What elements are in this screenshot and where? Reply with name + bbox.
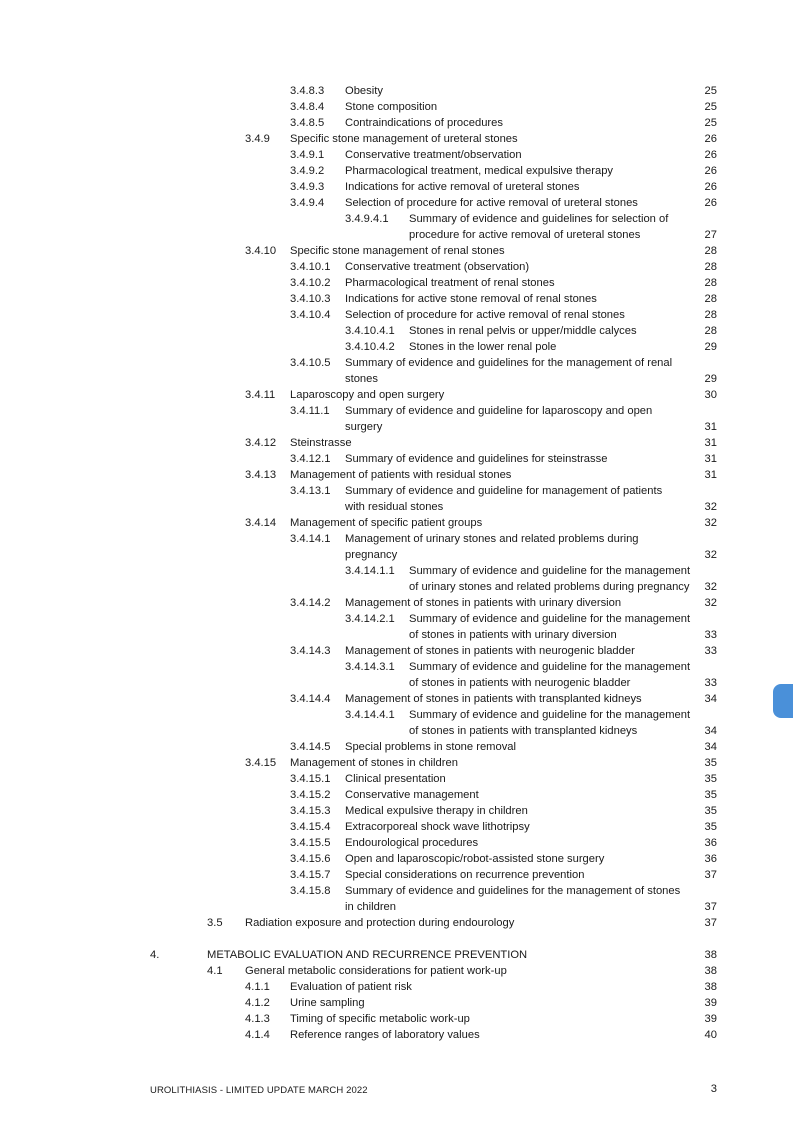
toc-entry-title: in children	[345, 901, 396, 913]
toc-entry-page: 36	[704, 853, 717, 865]
toc-entry[interactable]	[0, 611, 793, 627]
toc-entry-number: 3.4.9	[245, 133, 270, 145]
toc-entry-title: Specific stone management of renal stones	[290, 245, 505, 257]
toc-entry-title: Conservative treatment (observation)	[345, 261, 530, 273]
toc-entry-page: 34	[704, 693, 717, 705]
toc-entry[interactable]	[0, 371, 793, 387]
toc-entry-page: 40	[704, 1029, 717, 1041]
toc-entry[interactable]	[0, 115, 793, 131]
toc-entry-number: 3.4.15.4	[290, 821, 331, 833]
toc-entry-number: 3.4.15.2	[290, 789, 331, 801]
toc-entry-title: Evaluation of patient risk	[290, 981, 412, 993]
toc-entry-page: 28	[704, 325, 717, 337]
toc-entry[interactable]	[0, 451, 793, 467]
toc-entry[interactable]	[0, 163, 793, 179]
toc-entry-page: 32	[704, 597, 717, 609]
toc-entry[interactable]	[0, 483, 793, 499]
toc-entry-title: Specific stone management of ureteral stones	[290, 133, 518, 145]
toc-entry-number: 3.4.15.3	[290, 805, 331, 817]
toc-entry-page: 26	[704, 165, 717, 177]
toc-entry-number: 4.1.3	[245, 1013, 270, 1025]
toc-entry-number: 3.5	[207, 917, 223, 929]
toc-entry-title: of stones in patients with urinary diversion	[409, 629, 617, 641]
toc-entry-number: 4.1.4	[245, 1029, 270, 1041]
toc-entry-number: 3.4.14	[245, 517, 277, 529]
toc-entry[interactable]	[0, 291, 793, 307]
toc-entry-number: 3.4.10.4	[290, 309, 331, 321]
toc-entry[interactable]	[0, 275, 793, 291]
toc-entry-page: 28	[704, 309, 717, 321]
toc-entry-number: 3.4.13	[245, 469, 277, 481]
toc-entry-page: 35	[704, 789, 717, 801]
toc-entry[interactable]	[0, 147, 793, 163]
toc-entry-title: Management of stones in patients with neurogenic bladder	[345, 645, 635, 657]
toc-entry[interactable]	[0, 915, 793, 931]
toc-entry-number: 3.4.10.4.2	[345, 341, 395, 353]
toc-entry[interactable]	[0, 259, 793, 275]
toc-entry[interactable]	[0, 899, 793, 915]
toc-entry-title: Summary of evidence and guidelines for selection of	[409, 213, 669, 225]
toc-entry-number: 3.4.12	[245, 437, 277, 449]
toc-entry-number: 4.1.2	[245, 997, 270, 1009]
toc-entry-title: Special problems in stone removal	[345, 741, 517, 753]
toc-entry-number: 4.1.1	[245, 981, 270, 993]
toc-entry-title: Special considerations on recurrence prevention	[345, 869, 585, 881]
toc-entry-title: of urinary stones and related problems during pregnancy	[409, 581, 690, 593]
toc-entry[interactable]	[0, 547, 793, 563]
toc-entry-page: 35	[704, 805, 717, 817]
toc-entry[interactable]	[0, 499, 793, 515]
toc-entry-title: Steinstrasse	[290, 437, 352, 449]
toc-entry-page: 38	[704, 949, 717, 961]
toc-entry-page: 38	[704, 965, 717, 977]
toc-entry-number: 3.4.15.5	[290, 837, 331, 849]
toc-entry-title: Management of stones in children	[290, 757, 458, 769]
toc-entry[interactable]	[0, 963, 793, 979]
toc-entry[interactable]	[0, 531, 793, 547]
toc-entry-number: 3.4.8.5	[290, 117, 325, 129]
toc-entry-title: Summary of evidence and guideline for the management	[409, 613, 691, 625]
toc-entry[interactable]	[0, 739, 793, 755]
toc-entry-title: Summary of evidence and guideline for the management	[409, 565, 691, 577]
toc-entry-title: Timing of specific metabolic work-up	[290, 1013, 470, 1025]
toc-entry-page: 37	[704, 869, 717, 881]
toc-entry-number: 3.4.9.4.1	[345, 213, 389, 225]
toc-entry-number: 3.4.15.8	[290, 885, 331, 897]
toc-entry[interactable]	[0, 851, 793, 867]
page-number: 3	[710, 1083, 717, 1095]
toc-entry[interactable]	[0, 1027, 793, 1043]
toc-entry[interactable]	[0, 131, 793, 147]
toc-entry-page: 26	[704, 197, 717, 209]
toc-entry-title: Summary of evidence and guideline for laparoscopy and open	[345, 405, 653, 417]
toc-entry-title: Medical expulsive therapy in children	[345, 805, 528, 817]
toc-entry-title: of stones in patients with transplanted kidneys	[409, 725, 638, 737]
toc-entry[interactable]	[0, 771, 793, 787]
toc-entry-number: 3.4.14.4	[290, 693, 331, 705]
toc-gap	[0, 931, 793, 947]
toc-entry-title: stones	[345, 373, 378, 385]
toc-entry[interactable]	[0, 579, 793, 595]
toc-entry-number: 3.4.15	[245, 757, 277, 769]
toc-entry-title: Stone composition	[345, 101, 438, 113]
toc-entry-page: 33	[704, 629, 717, 641]
toc-entry-page: 37	[704, 901, 717, 913]
toc-entry-page: 31	[704, 437, 717, 449]
toc-entry-page: 32	[704, 517, 717, 529]
toc-entry-page: 25	[704, 117, 717, 129]
toc-entry-title: Reference ranges of laboratory values	[290, 1029, 480, 1041]
toc-entry-number: 3.4.14.3	[290, 645, 331, 657]
toc-entry[interactable]	[0, 243, 793, 259]
side-tab[interactable]	[773, 684, 793, 718]
toc-entry[interactable]	[0, 435, 793, 451]
toc-entry-page: 33	[704, 677, 717, 689]
toc-entry-number: 4.	[150, 949, 160, 961]
toc-entry[interactable]	[0, 307, 793, 323]
toc-entry[interactable]	[0, 355, 793, 371]
toc-entry-title: Management of stones in patients with urinary diversion	[345, 597, 622, 609]
toc-entry-title: Indications for active stone removal of renal stones	[345, 293, 597, 305]
toc-entry[interactable]	[0, 387, 793, 403]
toc-entry-number: 3.4.10	[245, 245, 277, 257]
toc-entry[interactable]	[0, 195, 793, 211]
toc-entry-title: Indications for active removal of ureteral stones	[345, 181, 580, 193]
toc-entry-number: 3.4.8.3	[290, 85, 325, 97]
toc-entry[interactable]	[0, 755, 793, 771]
toc-entry[interactable]	[0, 867, 793, 883]
toc-entry-page: 27	[704, 229, 717, 241]
toc-entry-title: Management of specific patient groups	[290, 517, 483, 529]
toc-entry-number: 3.4.10.2	[290, 277, 331, 289]
toc-entry-page: 35	[704, 773, 717, 785]
toc-entry-title: procedure for active removal of ureteral stones	[409, 229, 641, 241]
toc-entry-page: 33	[704, 645, 717, 657]
toc-entry-page: 31	[704, 453, 717, 465]
toc-entry-title: Summary of evidence and guideline for the management	[409, 709, 691, 721]
toc-entry[interactable]	[0, 723, 793, 739]
toc-entry[interactable]	[0, 99, 793, 115]
toc-entry-page: 30	[704, 389, 717, 401]
toc-entry-title: Conservative management	[345, 789, 479, 801]
toc-entry-title: Obesity	[345, 85, 383, 97]
toc-entry-title: Extracorporeal shock wave lithotripsy	[345, 821, 530, 833]
toc-entry-number: 3.4.10.5	[290, 357, 331, 369]
toc-entry[interactable]	[0, 467, 793, 483]
toc-entry-page: 35	[704, 821, 717, 833]
toc-entry-title: with residual stones	[345, 501, 444, 513]
toc-entry-page: 31	[704, 421, 717, 433]
toc-entry-title: Contraindications of procedures	[345, 117, 503, 129]
toc-entry[interactable]	[0, 803, 793, 819]
toc-entry-number: 3.4.15.7	[290, 869, 331, 881]
toc-entry-number: 3.4.14.1	[290, 533, 331, 545]
toc-entry-number: 3.4.15.1	[290, 773, 331, 785]
toc-entry[interactable]	[0, 323, 793, 339]
toc-entry[interactable]	[0, 227, 793, 243]
footer-title: UROLITHIASIS - LIMITED UPDATE MARCH 2022	[150, 1085, 368, 1096]
toc-entry-title: Summary of evidence and guideline for the management	[409, 661, 691, 673]
toc-entry-number: 3.4.9.3	[290, 181, 325, 193]
toc-entry[interactable]	[0, 707, 793, 723]
toc-entry[interactable]	[0, 595, 793, 611]
toc-entry[interactable]	[0, 419, 793, 435]
toc-entry-title: Selection of procedure for active removal of ureteral stones	[345, 197, 638, 209]
toc-entry-page: 34	[704, 725, 717, 737]
toc-entry-number: 3.4.14.1.1	[345, 565, 395, 577]
toc-entry[interactable]	[0, 179, 793, 195]
toc-entry-title: Summary of evidence and guideline for management of patients	[345, 485, 663, 497]
toc-entry-title: Selection of procedure for active removal of renal stones	[345, 309, 625, 321]
toc-entry[interactable]	[0, 979, 793, 995]
toc-entry-page: 26	[704, 181, 717, 193]
toc-entry-title: Pharmacological treatment of renal stones	[345, 277, 555, 289]
toc-entry[interactable]	[0, 643, 793, 659]
toc-entry-page: 26	[704, 149, 717, 161]
toc-entry[interactable]	[0, 1011, 793, 1027]
toc-entry-title: METABOLIC EVALUATION AND RECURRENCE PREVENTION	[207, 949, 528, 961]
toc-entry-title: pregnancy	[345, 549, 398, 561]
toc-entry-number: 3.4.10.1	[290, 261, 331, 273]
toc-entry-title: General metabolic considerations for patient work-up	[245, 965, 507, 977]
toc-entry-number: 3.4.9.2	[290, 165, 325, 177]
toc-entry-number: 3.4.14.2.1	[345, 613, 395, 625]
toc-entry-title: of stones in patients with neurogenic bladder	[409, 677, 631, 689]
toc-entry-title: surgery	[345, 421, 383, 433]
toc-entry[interactable]	[0, 515, 793, 531]
toc-entry-title: Stones in renal pelvis or upper/middle calyces	[409, 325, 637, 337]
toc-entry-page: 32	[704, 581, 717, 593]
table-of-contents	[0, 83, 793, 1043]
toc-entry[interactable]	[0, 339, 793, 355]
toc-entry-page: 29	[704, 373, 717, 385]
toc-entry-page: 32	[704, 549, 717, 561]
toc-entry[interactable]	[0, 835, 793, 851]
toc-entry[interactable]	[0, 211, 793, 227]
toc-entry-number: 3.4.11.1	[290, 405, 330, 417]
toc-entry-number: 3.4.14.4.1	[345, 709, 395, 721]
toc-entry-title: Conservative treatment/observation	[345, 149, 522, 161]
toc-entry-title: Stones in the lower renal pole	[409, 341, 557, 353]
toc-entry[interactable]	[0, 947, 793, 963]
toc-entry-page: 25	[704, 101, 717, 113]
toc-entry[interactable]	[0, 819, 793, 835]
toc-entry[interactable]	[0, 563, 793, 579]
toc-entry-title: Clinical presentation	[345, 773, 446, 785]
toc-entry-title: Pharmacological treatment, medical expulsive therapy	[345, 165, 614, 177]
toc-entry-number: 3.4.10.4.1	[345, 325, 395, 337]
toc-entry-page: 32	[704, 501, 717, 513]
toc-entry-title: Laparoscopy and open surgery	[290, 389, 445, 401]
toc-entry-title: Summary of evidence and guidelines for the management of stones	[345, 885, 681, 897]
toc-entry-page: 37	[704, 917, 717, 929]
toc-entry-page: 35	[704, 757, 717, 769]
toc-entry-page: 28	[704, 277, 717, 289]
toc-entry-page: 25	[704, 85, 717, 97]
toc-entry[interactable]	[0, 675, 793, 691]
toc-entry-title: Management of urinary stones and related problems during	[345, 533, 639, 545]
toc-entry-page: 34	[704, 741, 717, 753]
toc-entry-title: Open and laparoscopic/robot-assisted stone surgery	[345, 853, 605, 865]
toc-entry[interactable]	[0, 883, 793, 899]
toc-entry-number: 3.4.14.2	[290, 597, 331, 609]
toc-entry-title: Urine sampling	[290, 997, 365, 1009]
toc-entry-title: Endourological procedures	[345, 837, 479, 849]
toc-entry-page: 39	[704, 997, 717, 1009]
toc-entry-title: Management of patients with residual stones	[290, 469, 512, 481]
toc-entry-number: 3.4.11	[245, 389, 276, 401]
toc-entry-number: 3.4.13.1	[290, 485, 331, 497]
toc-entry-number: 3.4.9.4	[290, 197, 325, 209]
toc-entry[interactable]	[0, 659, 793, 675]
toc-entry-title: Management of stones in patients with transplanted kidneys	[345, 693, 642, 705]
toc-entry-page: 29	[704, 341, 717, 353]
toc-entry-page: 31	[704, 469, 717, 481]
toc-entry[interactable]	[0, 787, 793, 803]
toc-entry-page: 38	[704, 981, 717, 993]
toc-entry-number: 4.1	[207, 965, 223, 977]
toc-entry-number: 3.4.8.4	[290, 101, 325, 113]
toc-entry-number: 3.4.14.3.1	[345, 661, 395, 673]
toc-entry-number: 3.4.12.1	[290, 453, 331, 465]
toc-entry-title: Summary of evidence and guidelines for steinstrasse	[345, 453, 608, 465]
toc-entry-number: 3.4.14.5	[290, 741, 331, 753]
toc-entry[interactable]	[0, 995, 793, 1011]
toc-entry-page: 28	[704, 245, 717, 257]
toc-entry-number: 3.4.10.3	[290, 293, 331, 305]
toc-entry[interactable]	[0, 83, 793, 99]
toc-entry-title: Radiation exposure and protection during endourology	[245, 917, 515, 929]
toc-entry[interactable]	[0, 691, 793, 707]
toc-entry-page: 28	[704, 261, 717, 273]
toc-entry-number: 3.4.15.6	[290, 853, 331, 865]
toc-entry-page: 26	[704, 133, 717, 145]
toc-entry[interactable]	[0, 627, 793, 643]
toc-entry-page: 39	[704, 1013, 717, 1025]
toc-entry[interactable]	[0, 403, 793, 419]
toc-entry-page: 36	[704, 837, 717, 849]
toc-entry-number: 3.4.9.1	[290, 149, 325, 161]
toc-entry-title: Summary of evidence and guidelines for the management of renal	[345, 357, 673, 369]
toc-entry-page: 28	[704, 293, 717, 305]
